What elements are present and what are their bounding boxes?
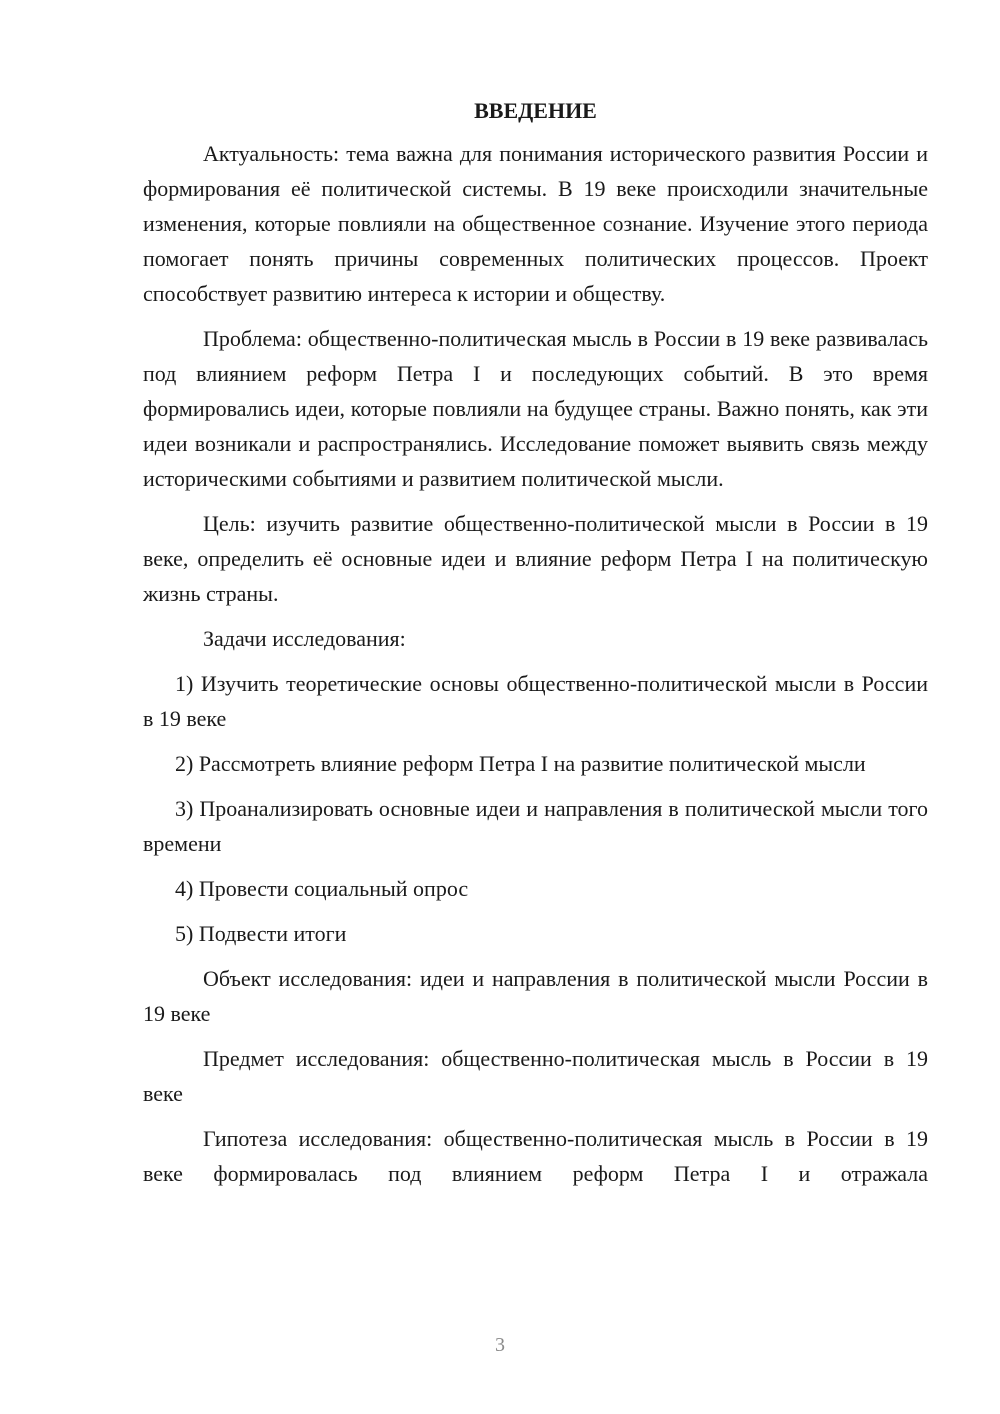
section-heading: ВВЕДЕНИЕ <box>474 98 597 123</box>
task-item-2: 2) Рассмотреть влияние реформ Петра I на развитие политической мысли <box>175 751 866 776</box>
goal-paragraph: Цель: изучить развитие общественно-политической мысли в России в 19 веке, определить её основные идеи и влияние реформ Петра I на политическую жизнь страны. <box>143 511 928 606</box>
task-item-5: 5) Подвести итоги <box>175 921 347 946</box>
object-paragraph: Объект исследования: идеи и направления в политической мысли России в 19 веке <box>143 966 928 1026</box>
task-item-3: 3) Проанализировать основные идеи и направления в политической мысли того времени <box>143 796 928 856</box>
problem-paragraph: Проблема: общественно-политическая мысль в России в 19 веке развивалась под влиянием реформ Петра I и последующих событий. В это время формировались идеи, которые повлияли на будущее страны. Важно понять, как эти идеи возникали и распространялись. Исследование поможет выявить связь между историческими событиями и развитием политической мысли. <box>143 326 928 491</box>
task-item-1: 1) Изучить теоретические основы общественно-политической мысли в России в 19 веке <box>143 671 928 731</box>
relevance-paragraph: Актуальность: тема важна для понимания исторического развития России и формирования её политической системы. В 19 веке происходили значительные изменения, которые повлияли на общественное сознание. Изучение этого периода помогает понять причины современных политических процессов. Проект способствует развитию интереса к истории и обществу. <box>143 141 928 306</box>
tasks-title: Задачи исследования: <box>203 626 406 651</box>
task-item-4: 4) Провести социальный опрос <box>175 876 469 901</box>
page-number: 3 <box>495 1334 505 1356</box>
hypothesis-paragraph: Гипотеза исследования: общественно-политическая мысль в России в 19 веке формировалась под влиянием реформ Петра I и отражала <box>143 1126 928 1186</box>
subject-paragraph: Предмет исследования: общественно-политическая мысль в России в 19 веке <box>143 1046 928 1106</box>
